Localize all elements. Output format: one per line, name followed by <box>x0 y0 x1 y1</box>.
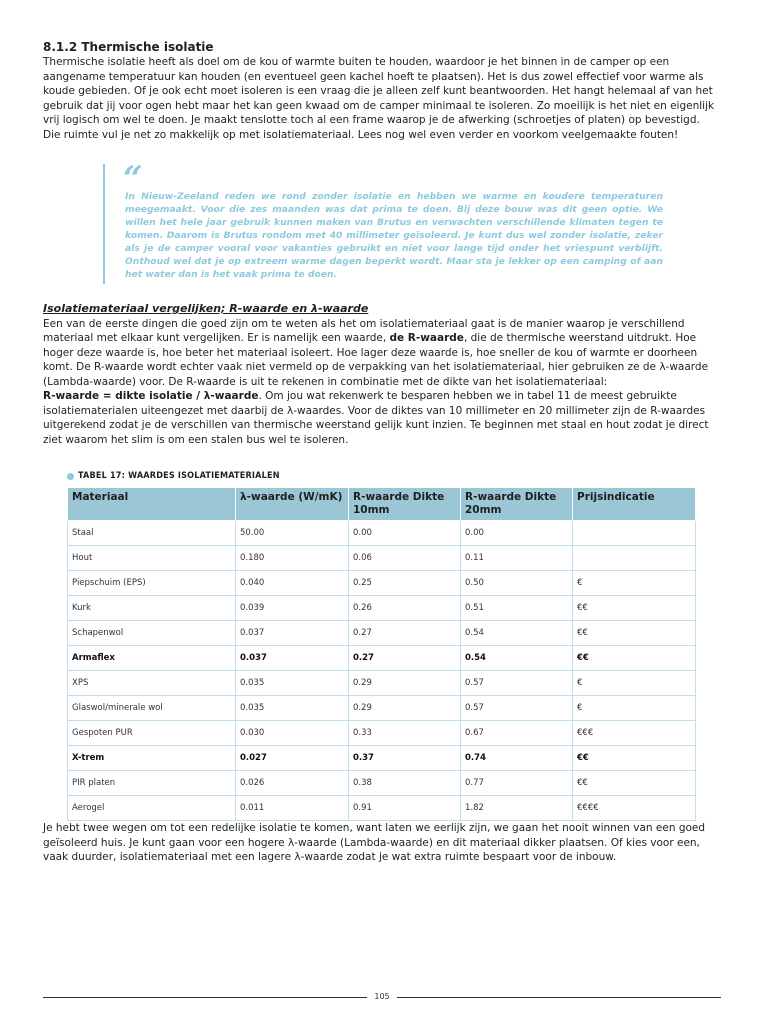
cell-material: X-trem <box>68 746 236 771</box>
table-caption-text: TABEL 17: WAARDES ISOLATIEMATERIALEN <box>78 471 280 481</box>
table-row <box>68 646 696 671</box>
compare-text-a: Een van de eerste dingen die goed zijn om te weten als het om isolatiemateriaal gaat is de manier waarop je verschillend materiaal met elkaar kunt vergelijken. Er is namelijk een waarde, <box>43 317 685 344</box>
cell-r10: 0.29 <box>349 671 461 696</box>
cell-r20: 0.74 <box>461 746 573 771</box>
formula: R-waarde = dikte isolatie / λ-waarde <box>43 390 259 402</box>
cell-lambda: 50.00 <box>236 521 349 546</box>
cell-price: €€ <box>573 746 696 771</box>
cell-r20: 0.57 <box>461 696 573 721</box>
compare-paragraph <box>43 317 718 390</box>
header-lambda: λ-waarde (W/mK) <box>236 488 349 521</box>
cell-material: XPS <box>68 671 236 696</box>
insulation-table <box>67 487 696 821</box>
cell-material: Hout <box>68 546 236 571</box>
cell-lambda: 0.035 <box>236 696 349 721</box>
compare-text-b: , die de thermische weerstand uitdrukt. Hoe hoger deze waarde is, hoe beter het materiaal isoleert. Hoe lager deze waarde is, hoe sneller de kou of warmte er doorheen komt. De R-waarde wordt echter vaak niet vermeld op de verpakking van het isolatiemateriaal, hier gebruiken ze de λ-waarde (Lambda-waarde) voor. De R-waarde is uit te rekenen in combinatie met de dikte van het isolatiemateriaal: <box>43 332 709 388</box>
cell-lambda: 0.180 <box>236 546 349 571</box>
cell-r10: 0.27 <box>349 621 461 646</box>
cell-lambda: 0.040 <box>236 571 349 596</box>
cell-r10: 0.06 <box>349 546 461 571</box>
cell-lambda: 0.035 <box>236 671 349 696</box>
cell-r10: 0.25 <box>349 571 461 596</box>
page-number: 105 <box>374 992 390 1001</box>
cell-price: €€€ <box>573 721 696 746</box>
table-row <box>68 571 696 596</box>
cell-r20: 0.67 <box>461 721 573 746</box>
cell-lambda: 0.027 <box>236 746 349 771</box>
table-header-row <box>68 488 696 521</box>
cell-r10: 0.27 <box>349 646 461 671</box>
table-row <box>68 771 696 796</box>
section-title: 8.1.2 Thermische isolatie <box>43 40 214 54</box>
cell-lambda: 0.011 <box>236 796 349 821</box>
cell-price: € <box>573 696 696 721</box>
cell-price: €€ <box>573 596 696 621</box>
cell-lambda: 0.037 <box>236 621 349 646</box>
table-row <box>68 521 696 546</box>
cell-price: € <box>573 671 696 696</box>
cell-material: Staal <box>68 521 236 546</box>
intro-paragraph: Thermische isolatie heeft als doel om de kou of warmte buiten te houden, waardoor je het binnen in de camper op een aangename temperatuur kan houden (en eventueel geen kachel hoeft te plaatsen). Het is dus zowel effectief voor warme als koude gebieden. Of je ook echt moet isoleren is een vraag die je alleen zelf kunt beantwoorden. Het hangt helemaal af van het gebruik dat jij voor ogen hebt maar het kan geen kwaad om de camper minimaal te isoleren. Zo moeilijk is het niet en eigenlijk vrij logisch om wel te doen. Je maakt tenslotte toch al een frame waarop je de afwerking (schroetjes of platen) op bevestigd. Die ruimte vul je net zo makkelijk op met isolatiemateriaal. Lees nog wel even verder en voorkom veelgemaakte fouten! <box>43 56 715 141</box>
table-row <box>68 746 696 771</box>
quote-block <box>103 159 663 284</box>
cell-r20: 1.82 <box>461 796 573 821</box>
formula-paragraph <box>43 389 718 447</box>
table-caption <box>67 471 718 481</box>
cell-price: €€ <box>573 646 696 671</box>
closing-paragraph: Je hebt twee wegen om tot een redelijke isolatie te komen, want laten we eerlijk zijn, we gaan het nooit winnen van een goed geïsoleerd huis. Je kunt gaan voor een hogere λ-waarde (Lambda-waarde) en dit materiaal dikker plaatsen. Of kies voor een, vaak duurder, isolatiemateriaal met een lagere λ-waarde zodat je wat extra ruimte bespaart voor de inbouw. <box>43 822 706 863</box>
table-body <box>68 521 696 821</box>
table-row <box>68 596 696 621</box>
cell-lambda: 0.039 <box>236 596 349 621</box>
caption-bullet-icon <box>67 473 74 480</box>
cell-lambda: 0.026 <box>236 771 349 796</box>
cell-r20: 0.77 <box>461 771 573 796</box>
cell-material: Piepschuim (EPS) <box>68 571 236 596</box>
cell-lambda: 0.037 <box>236 646 349 671</box>
cell-r10: 0.38 <box>349 771 461 796</box>
cell-material: Kurk <box>68 596 236 621</box>
cell-material: Aerogel <box>68 796 236 821</box>
table-row <box>68 671 696 696</box>
cell-price <box>573 521 696 546</box>
page-content <box>43 40 718 865</box>
cell-r20: 0.50 <box>461 571 573 596</box>
cell-r20: 0.54 <box>461 621 573 646</box>
header-price: Prijsindicatie <box>573 488 696 521</box>
cell-r20: 0.51 <box>461 596 573 621</box>
table-row <box>68 696 696 721</box>
formula-explanation: . Om jou wat rekenwerk te besparen hebben we in tabel 11 de meest gebruikte isolatiematerialen uiteengezet met daarbij de λ-waardes. Voor de diktes van 10 millimeter en 20 millimeter zijn de R-waardes uitgerekend zodat je de verschillen van thermische weerstand gelijk kunt inzien. Te beginnen met staal en hout zodat je direct ziet waarom het slim is om een stalen bus wel te isoleren. <box>43 390 709 446</box>
cell-r10: 0.29 <box>349 696 461 721</box>
cell-r10: 0.26 <box>349 596 461 621</box>
cell-lambda: 0.030 <box>236 721 349 746</box>
quote-text: In Nieuw-Zeeland reden we rond zonder isolatie en hebben we warme en koudere temperaturen meegemaakt. Voor die zes maanden was dat prima te doen. Bij deze bouw was dit geen optie. We willen het hele jaar gebruik kunnen maken van Brutus en verwachten verschillende klimaten tegen te komen. Daarom is Brutus rondom met 40 millimeter geïsoleerd. Je kunt dus wel zonder isolatie, zeker als je de camper vooral voor vakanties gebruikt en niet voor lange tijd onder het vriespunt verblijft. Onthoud wel dat je op extreem warme dagen beperkt wordt. Maar sta je lekker op een camping of aan het water dan is het vaak prima te doen. <box>125 191 663 280</box>
cell-r20: 0.57 <box>461 671 573 696</box>
cell-material: Schapenwol <box>68 621 236 646</box>
header-material: Materiaal <box>68 488 236 521</box>
cell-material: Gespoten PUR <box>68 721 236 746</box>
footer-divider-right <box>397 997 721 998</box>
cell-price: €€ <box>573 621 696 646</box>
table-row <box>68 621 696 646</box>
cell-material: Glaswol/minerale wol <box>68 696 236 721</box>
cell-price: €€€€ <box>573 796 696 821</box>
cell-r10: 0.33 <box>349 721 461 746</box>
page-footer <box>43 991 721 1003</box>
cell-price <box>573 546 696 571</box>
subsection-title: Isolatiemateriaal vergelijken; R-waarde en λ-waarde <box>43 302 369 315</box>
cell-r20: 0.11 <box>461 546 573 571</box>
cell-r10: 0.91 <box>349 796 461 821</box>
header-r10: R-waarde Dikte 10mm <box>349 488 461 521</box>
cell-price: €€ <box>573 771 696 796</box>
cell-material: PIR platen <box>68 771 236 796</box>
header-r20: R-waarde Dikte 20mm <box>461 488 573 521</box>
quote-mark-icon: “ <box>123 159 143 199</box>
r-value-term: de R-waarde <box>389 332 464 344</box>
cell-r20: 0.00 <box>461 521 573 546</box>
table-row <box>68 546 696 571</box>
cell-material: Armaflex <box>68 646 236 671</box>
cell-r10: 0.37 <box>349 746 461 771</box>
table-row <box>68 721 696 746</box>
table-row <box>68 796 696 821</box>
cell-r10: 0.00 <box>349 521 461 546</box>
cell-r20: 0.54 <box>461 646 573 671</box>
cell-price: € <box>573 571 696 596</box>
